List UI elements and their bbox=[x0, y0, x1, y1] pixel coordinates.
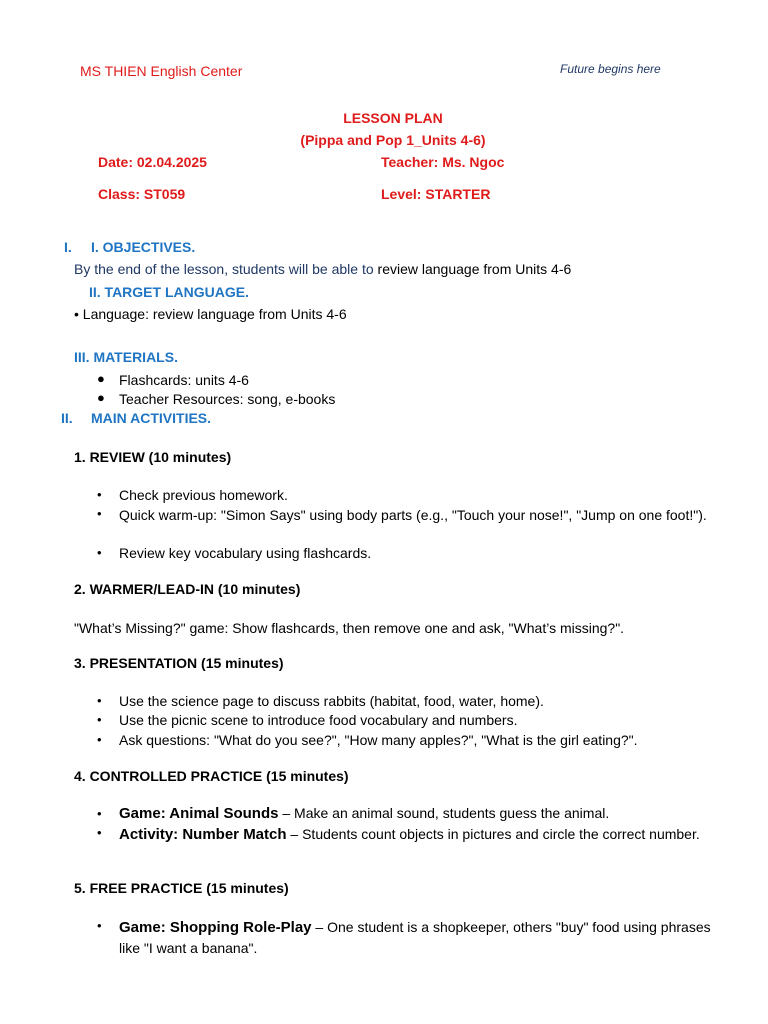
date-field: Date: 02.04.2025 bbox=[98, 154, 207, 170]
activity-label: Activity: Number Match bbox=[119, 826, 287, 843]
presentation-item: Use the science page to discuss rabbits (habitat, food, water, home). bbox=[119, 693, 544, 709]
bullet-icon: • bbox=[97, 825, 102, 840]
controlled-item bbox=[119, 824, 719, 845]
activity-description: – One student is a shopkeeper, others "buy" food using phrases like "I want a banana". bbox=[119, 919, 711, 956]
bullet-icon: ● bbox=[97, 390, 105, 405]
bullet-icon: • bbox=[97, 506, 102, 521]
lesson-plan-subtitle: (Pippa and Pop 1_Units 4-6) bbox=[300, 132, 486, 148]
free-practice-item bbox=[119, 917, 719, 958]
activity-label: Game: Animal Sounds bbox=[119, 805, 279, 822]
objectives-text-part2: review language from Units 4-6 bbox=[377, 261, 572, 277]
review-heading: 1. REVIEW (10 minutes) bbox=[74, 449, 232, 465]
bullet-icon: • bbox=[97, 806, 102, 821]
presentation-item: Use the picnic scene to introduce food vocabulary and numbers. bbox=[119, 712, 518, 728]
bullet-icon: • bbox=[97, 545, 102, 560]
bullet-icon: ● bbox=[97, 371, 105, 386]
warmer-heading: 2. WARMER/LEAD-IN (10 minutes) bbox=[74, 581, 301, 597]
materials-item: Flashcards: units 4-6 bbox=[119, 372, 249, 388]
bullet-icon: • bbox=[97, 712, 102, 727]
center-name: MS THIEN English Center bbox=[80, 63, 243, 79]
materials-heading: III. MATERIALS. bbox=[74, 349, 178, 365]
main-activities-heading: MAIN ACTIVITIES. bbox=[91, 410, 212, 426]
controlled-practice-heading: 4. CONTROLLED PRACTICE (15 minutes) bbox=[74, 768, 349, 784]
review-item: Check previous homework. bbox=[119, 487, 288, 503]
free-practice-heading: 5. FREE PRACTICE (15 minutes) bbox=[74, 880, 289, 896]
section-numeral-ii: II. bbox=[61, 410, 73, 426]
level-field: Level: STARTER bbox=[381, 186, 491, 202]
lesson-plan-title: LESSON PLAN bbox=[343, 110, 443, 126]
bullet-icon: • bbox=[97, 732, 102, 747]
bullet-icon: • bbox=[97, 487, 102, 502]
controlled-item bbox=[119, 805, 609, 822]
teacher-field: Teacher: Ms. Ngoc bbox=[381, 154, 505, 170]
presentation-item: Ask questions: "What do you see?", "How many apples?", "What is the girl eating?". bbox=[119, 732, 638, 748]
objectives-heading: I. OBJECTIVES. bbox=[91, 239, 196, 255]
activity-label: Game: Shopping Role-Play bbox=[119, 919, 312, 936]
tagline: Future begins here bbox=[560, 62, 661, 76]
objectives-text-part1: By the end of the lesson, students will be able to bbox=[74, 261, 374, 277]
materials-item: Teacher Resources: song, e-books bbox=[119, 391, 336, 407]
warmer-text: "What’s Missing?" game: Show flashcards, then remove one and ask, "What’s missing?". bbox=[74, 620, 625, 636]
review-item: Quick warm-up: "Simon Says" using body parts (e.g., "Touch your nose!", "Jump on one foot!"). bbox=[119, 507, 707, 523]
bullet-icon: • bbox=[97, 693, 102, 708]
objectives-text bbox=[74, 261, 571, 277]
class-field: Class: ST059 bbox=[98, 186, 186, 202]
activity-description: – Make an animal sound, students guess the animal. bbox=[278, 805, 610, 821]
bullet-icon: • bbox=[97, 918, 102, 933]
activity-description: – Students count objects in pictures and circle the correct number. bbox=[286, 826, 700, 842]
target-language-heading: II. TARGET LANGUAGE. bbox=[89, 284, 249, 300]
presentation-heading: 3. PRESENTATION (15 minutes) bbox=[74, 655, 284, 671]
target-language-text: • Language: review language from Units 4-6 bbox=[74, 306, 347, 322]
review-item: Review key vocabulary using flashcards. bbox=[119, 545, 372, 561]
section-numeral-i: I. bbox=[64, 239, 72, 255]
